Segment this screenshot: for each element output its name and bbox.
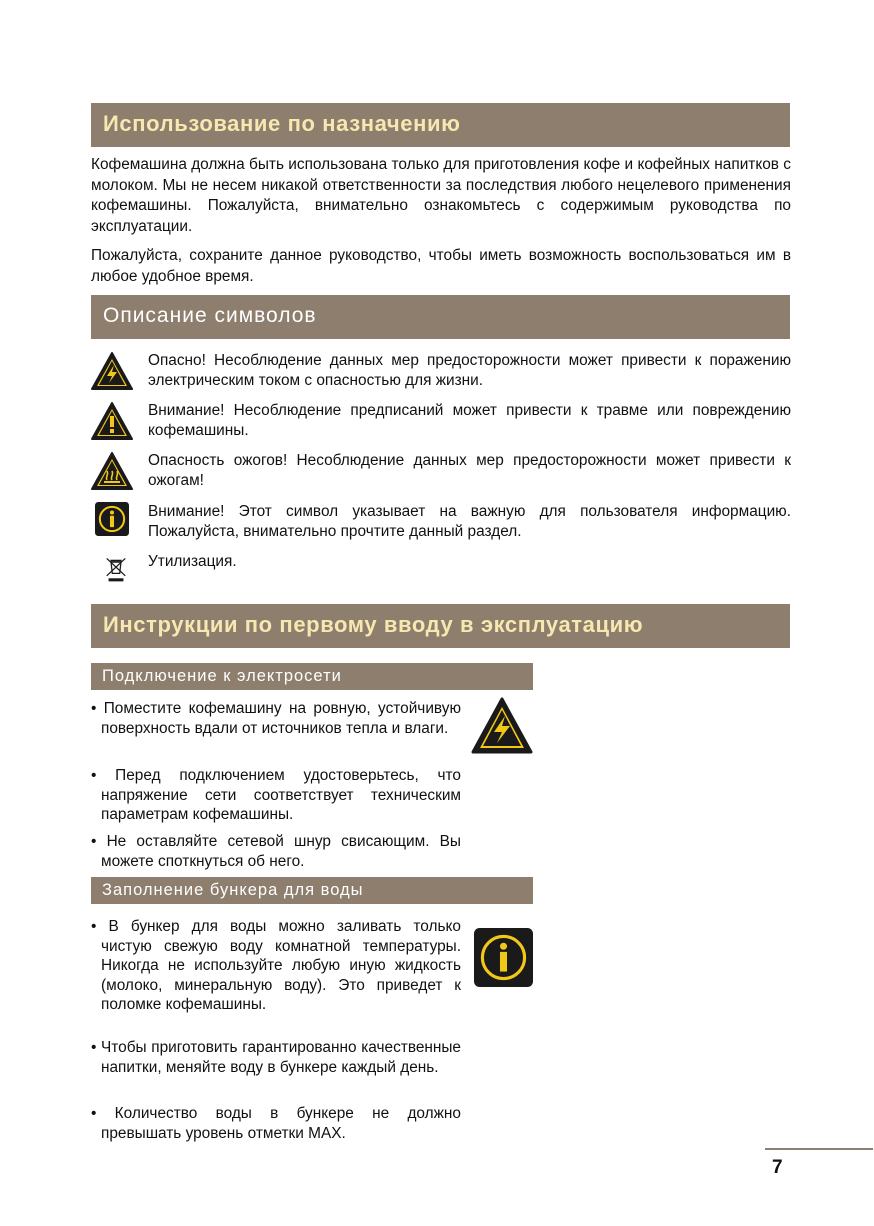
footer-rule <box>765 1148 873 1150</box>
symbol-description: Внимание! Этот символ указывает на важную для пользователя информацию. Пожалуйста, внимательно прочтите данный раздел. <box>148 503 791 540</box>
list-item <box>91 1038 461 1077</box>
page-number: 7 <box>772 1157 783 1178</box>
info-icon <box>95 502 129 536</box>
section-title: Использование по назначению <box>103 111 461 136</box>
symbol-row-electric <box>91 351 791 393</box>
bullet-text: • Чтобы приготовить гарантированно качественные напитки, меняйте воду в бункере каждый день. <box>91 1039 461 1076</box>
symbol-row-warning <box>91 401 791 443</box>
subsection-title: Заполнение бункера для воды <box>102 881 364 899</box>
exclamation-warning-icon <box>91 401 133 443</box>
section-header-usage <box>91 103 790 147</box>
subsection-header-water <box>91 877 533 904</box>
subsection-title: Подключение к электросети <box>102 667 342 685</box>
bullet-text: • Перед подключением удостоверьтесь, что напряжение сети соответствует техническим параметрам кофемашины. <box>91 767 461 823</box>
symbol-description: Утилизация. <box>148 553 237 570</box>
list-item <box>91 766 461 825</box>
symbol-description: Опасность ожогов! Несоблюдение данных мер предосторожности может привести к ожогам! <box>148 452 791 489</box>
symbol-row-disposal <box>91 552 791 594</box>
symbol-row-burn <box>91 451 791 493</box>
hot-surface-warning-icon <box>91 451 133 493</box>
bullet-text: • Количество воды в бункере не должно превышать уровень отметки MAX. <box>91 1105 461 1142</box>
bullet-text: • В бункер для воды можно заливать только чистую свежую воду комнатной температуры. Никогда не используйте любую иную жидкость (молоко, минеральную воду). Это приведет к поломке кофемашины. <box>91 918 461 1013</box>
section-title: Инструкции по первому вводу в эксплуатацию <box>103 612 644 637</box>
section-title: Описание символов <box>103 304 317 327</box>
symbol-description: Внимание! Несоблюдение предписаний может привести к травме или повреждению кофемашины. <box>148 402 791 439</box>
symbol-description: Опасно! Несоблюдение данных мер предосторожности может привести к поражению электрическим током с опасностью для жизни. <box>148 352 791 389</box>
list-item <box>91 832 461 871</box>
section-header-first-use <box>91 604 790 648</box>
symbol-row-info <box>91 502 791 544</box>
usage-paragraph-1: Кофемашина должна быть использована только для приготовления кофе и кофейных напитков с молоком. Мы не несем никакой ответственности за последствия любого нецелевого применения кофемашины. Пожалуйста, внимательно ознакомьтесь с содержимым руководства по эксплуатации. <box>91 156 791 235</box>
section-header-symbols <box>91 295 790 339</box>
list-item <box>91 699 461 738</box>
list-item <box>91 1104 461 1143</box>
crossed-bin-recycling-icon <box>103 552 129 586</box>
subsection-header-power <box>91 663 533 690</box>
info-icon <box>474 928 533 987</box>
bullet-text: • Не оставляйте сетевой шнур свисающим. Вы можете споткнуться об него. <box>91 833 461 870</box>
bullet-text: • Поместите кофемашину на ровную, устойчивую поверхность вдали от источников тепла и влаги. <box>91 700 461 737</box>
electric-shock-warning-icon <box>471 697 533 755</box>
list-item <box>91 917 461 1015</box>
electric-shock-warning-icon <box>91 351 133 393</box>
usage-paragraph-2: Пожалуйста, сохраните данное руководство, чтобы иметь возможность воспользоваться им в любое удобное время. <box>91 247 791 285</box>
